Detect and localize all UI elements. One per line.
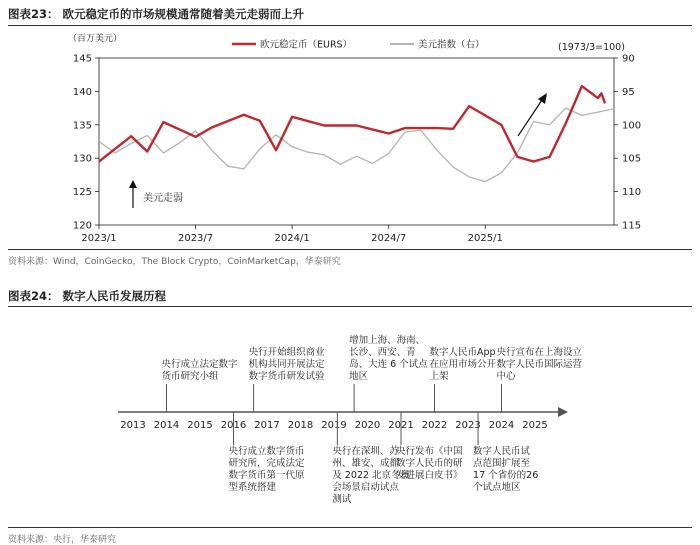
chart-series [99,86,614,182]
figure2-top-rule [8,306,692,307]
figure2-bottom-rule [8,527,692,528]
timeline-event-text: 数字人民币的研 [396,458,463,469]
y-left-unit-label: （百万美元） [68,34,123,44]
y-left-tick-label: 140 [72,86,92,98]
timeline-year-label: 2022 [421,420,448,431]
usd-weak-label: 美元走弱 [143,193,183,204]
timeline-year-label: 2020 [354,420,381,431]
x-tick-label: 2024/1 [274,233,310,244]
figure1-source: 资料来源：Wind，CoinGecko，The Block Crypto，CoinMarketCap，华泰研究 [8,257,341,267]
timeline-event-text: 数字货币研发试验 [248,371,325,382]
timeline-year-label: 2018 [287,420,314,431]
timeline-year-label: 2025 [522,420,548,431]
timeline-event-text: 央行开始组织商业 [248,347,325,358]
timeline-event-text: 测试 [332,494,352,505]
legend-label-dxy: 美元指数（右） [418,39,485,51]
timeline-event-text: 央行在深圳、苏 [332,446,399,457]
timeline-event-text: 岛、大连 6 个试点 [349,359,428,370]
figure1-title: 图表23： 欧元稳定币的市场规模通常随着美元走弱而上升 [8,7,305,21]
usd-weak-arrow-right [518,100,542,136]
timeline-arrowhead [558,407,568,417]
y-right-tick-label: 110 [622,187,642,199]
y-left-tick-label: 135 [72,120,92,132]
x-tick-label: 2023/1 [81,233,117,244]
base-year-annotation: (1973/3=100) [558,42,625,53]
timeline-event-text: 型系统搭建 [228,482,277,493]
timeline-year-label: 2013 [120,420,146,431]
timeline-event-text: 央行成立数字货币 [228,446,305,457]
timeline-event-text: 长沙、西安、青 [349,347,416,358]
timeline-event-text: 会场景启动试点 [332,482,399,493]
eurs-series-line [99,86,605,161]
timeline-event-text: 数字人民币国际运营 [496,359,583,370]
y-left-tick-label: 145 [72,53,92,65]
chart-axes [73,54,641,245]
y-left-tick-label: 130 [72,153,92,165]
timeline-year-label: 2014 [153,420,180,431]
timeline-event-text: 17 个省份的26 [473,470,539,481]
usd-index-series-line [99,108,614,182]
y-right-tick-label: 90 [622,53,635,65]
x-tick-label: 2023/7 [177,233,214,244]
timeline-event-text: 央行发布《中国 [396,446,463,457]
timeline-event-text: 央行成立法定数字 [161,359,238,370]
timeline-year-label: 2015 [187,420,213,431]
timeline-event-text: 州、雄安、成都 [332,458,399,469]
timeline-event-text: 数字人民币试 [473,446,531,457]
timeline-event-text: 央行宣布在上海设立 [496,347,583,358]
y-right-tick-label: 105 [622,153,642,165]
timeline-year-label: 2024 [488,420,515,431]
timeline-year-label: 2017 [254,420,280,431]
usd-weak-annotation [129,93,547,208]
timeline-event-text: 在应用市场公开 [429,359,497,370]
figure1-bottom-rule [8,249,692,250]
timeline-year-label: 2019 [321,420,347,431]
y-left-tick-label: 125 [72,187,92,199]
timeline-event-text: 机构共同开展法定 [248,359,325,370]
chart-legend [232,39,485,51]
timeline-event-text: 增加上海、海南、 [349,335,426,346]
legend-label-eurs: 欧元稳定币（EURS） [260,39,353,51]
timeline-year-label: 2023 [455,420,481,431]
timeline-event-text: 及 2022 北京冬奥 [332,470,411,481]
timeline-event-text: 研究所，完成法定 [228,458,305,469]
x-tick-label: 2025/1 [467,233,503,244]
timeline-event-text: 个试点地区 [473,482,521,493]
timeline-event-text: 发进展白皮书》 [396,470,463,481]
timeline-event-text: 中心 [496,371,516,382]
timeline-event-text: 上架 [429,371,449,382]
timeline [118,334,583,505]
timeline-event-text: 点范围扩展至 [473,458,531,469]
x-tick-label: 2024/7 [371,233,407,244]
y-right-tick-label: 95 [622,86,635,98]
usd-weak-arrow-left-head [129,180,137,188]
usd-weak-arrow-right-head [538,93,547,104]
timeline-event-text: 地区 [349,371,369,382]
figure2-source: 资料来源：央行，华泰研究 [8,535,117,545]
y-left-tick-label: 120 [72,220,92,232]
y-right-tick-label: 115 [622,220,642,232]
timeline-year-label: 2021 [388,420,414,431]
timeline-event-text: 货币研究小组 [161,371,219,382]
y-right-tick-label: 100 [622,120,642,132]
timeline-event-text: 数字人民币App [429,347,496,358]
timeline-event-text: 数字货币第一代原 [228,470,305,481]
timeline-year-label: 2016 [220,420,247,431]
figure2-title: 图表24： 数字人民币发展历程 [8,289,167,303]
